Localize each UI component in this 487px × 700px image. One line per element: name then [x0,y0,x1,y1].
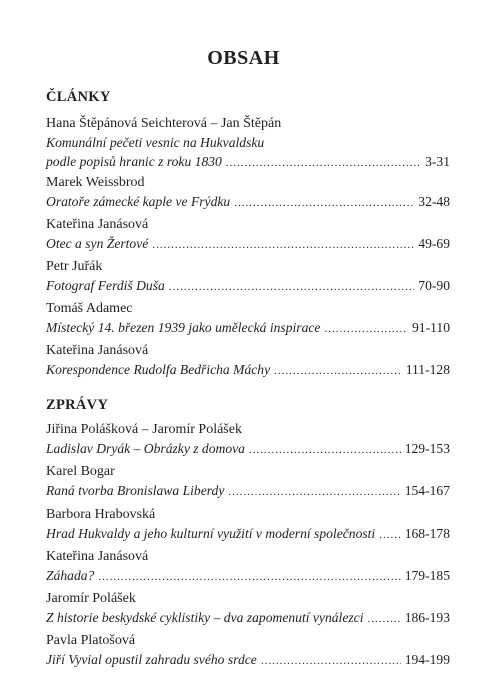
dot-leader [226,154,421,173]
entry-title-line [46,276,450,297]
entry-pages: 49-69 [418,236,450,251]
toc-entry [46,463,450,502]
entry-pages: 194-199 [404,652,450,667]
dot-leader [367,610,400,629]
entry-pages: 168-178 [404,526,450,541]
entry-pages: 3-31 [425,154,450,169]
entry-pages: 186-193 [404,610,450,625]
toc-entry [46,590,450,629]
entry-pages: 70-90 [418,278,450,293]
entry-pages: 91-110 [411,320,450,335]
entry-author: Hana Štěpánová Seichterová – Jan Štěpán [46,116,282,131]
entry-title-line [46,133,450,152]
entry-pages: 111-128 [405,362,450,377]
entry-title: Fotograf Ferdiš Duša [46,278,165,293]
toc-entry [46,174,450,213]
entry-author: Petr Juřák [46,259,103,274]
entry-author: Kateřina Janásová [46,343,149,358]
toc-entry [46,342,450,381]
entry-title-line [46,524,450,545]
entry-title-line [46,566,450,587]
entry-title-line [46,481,450,502]
section-heading-clanky: ČLÁNKY [46,89,111,105]
dot-leader [324,320,408,339]
toc-entry [46,115,450,173]
entry-title-line [46,234,450,255]
entry-pages: 32-48 [418,194,450,209]
entry-author: Kateřina Janásová [46,549,149,564]
entry-title-line [46,192,450,213]
dot-leader [249,441,401,460]
entry-title: Raná tvorba Bronislawa Liberdy [46,483,225,498]
entry-author: Barbora Hrabovská [46,507,156,522]
dot-leader [169,278,414,297]
entry-title-line [46,360,450,381]
dot-leader [234,194,414,213]
entry-author: Tomáš Adamec [46,301,133,316]
entry-title: Místecký 14. březen 1939 jako umělecká inspirace [46,320,321,335]
entry-author: Pavla Platošová [46,633,136,648]
entry-author: Kateřina Janásová [46,217,149,232]
entry-author: Marek Weissbrod [46,175,145,190]
toc-entry [46,421,450,460]
dot-leader [98,568,400,587]
entry-title: Ladislav Dryák – Obrázky z domova [46,441,245,456]
entry-title-line [46,608,450,629]
entry-title-line [46,650,450,671]
dot-leader [228,483,400,502]
entry-title: Oratoře zámecké kaple ve Frýdku [46,194,231,209]
entry-title: podle popisů hranic z roku 1830 [46,154,222,169]
toc-entry [46,258,450,297]
entry-author: Jaromír Polášek [46,591,136,606]
dot-leader [152,236,414,255]
section-heading-zpravy: ZPRÁVY [46,397,109,413]
entry-pages: 179-185 [404,568,450,583]
entry-title: Otec a syn Žertové [46,236,149,251]
entry-title-line [46,318,450,339]
entry-title-line [46,439,450,460]
entry-title: Komunální pečeti vesnic na Hukvaldsku [46,135,265,150]
entry-pages: 129-153 [404,441,450,456]
entry-title-line [46,152,450,173]
entry-title: Korespondence Rudolfa Bedřicha Máchy [46,362,271,377]
entry-author: Karel Bogar [46,464,115,479]
toc-entry [46,216,450,255]
page-title: OBSAH [207,47,280,69]
toc-entry [46,506,450,545]
toc-entry [46,632,450,671]
entry-pages: 154-167 [404,483,450,498]
entry-title: Hrad Hukvaldy a jeho kulturní využití v moderní společnosti [46,526,376,541]
dot-leader [379,526,400,545]
dot-leader [274,362,402,381]
entry-title: Jiří Vyvial opustil zahradu svého srdce [46,652,257,667]
entry-title: Záhada? [46,568,95,583]
toc-entry [46,548,450,587]
dot-leader [261,652,401,671]
entry-title: Z historie beskydské cyklistiky – dva zapomenutí vynálezci [46,610,364,625]
toc-entry [46,300,450,339]
entry-author: Jiřina Polášková – Jaromír Polášek [46,422,242,437]
